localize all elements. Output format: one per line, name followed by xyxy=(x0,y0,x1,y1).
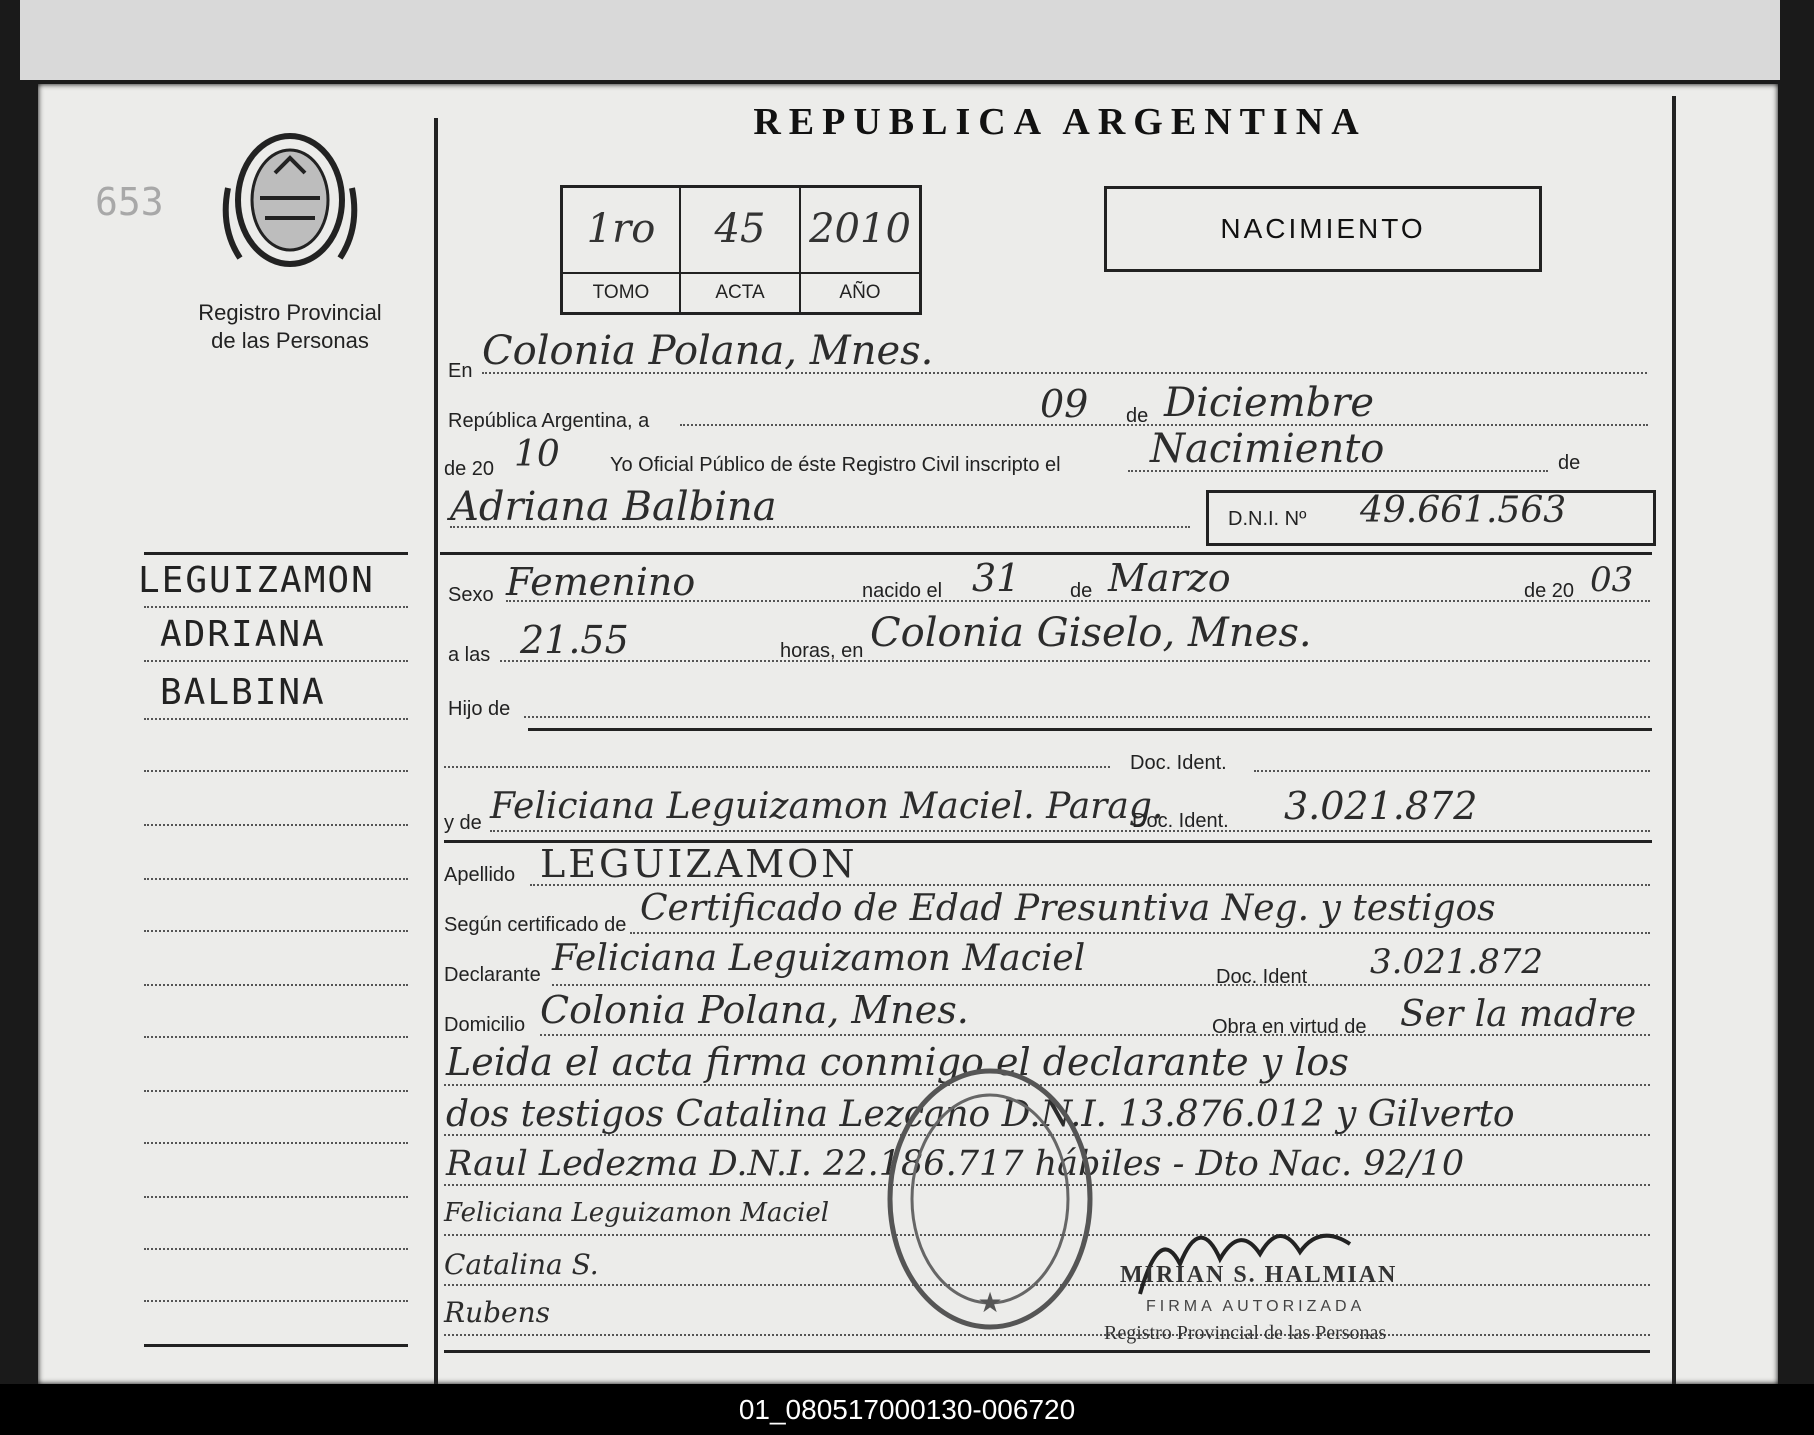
value-month: Diciembre xyxy=(1164,380,1375,426)
label-de-end: de xyxy=(1558,452,1581,474)
label-hijo: Hijo de xyxy=(448,698,511,720)
line-birth xyxy=(506,600,1650,602)
value-child-name: Adriana Balbina xyxy=(450,484,777,530)
sidebar-line-1 xyxy=(144,606,408,608)
sidebar-line-6 xyxy=(144,878,408,880)
value-certificate: Certificado de Edad Presuntiva Neg. y testigos xyxy=(640,888,1496,929)
record-type-box: NACIMIENTO xyxy=(1104,186,1542,272)
sidebar-rule-top xyxy=(144,552,408,555)
line-inscribed xyxy=(1128,470,1548,472)
acta-label: ACTA xyxy=(681,272,799,312)
signature-witness-1: Catalina S. xyxy=(444,1248,599,1281)
line-place xyxy=(482,372,1647,374)
label-dni: D.N.I. Nº xyxy=(1228,508,1307,530)
value-mother: Feliciana Leguizamon Maciel. Parag. xyxy=(490,786,1164,827)
line-father-2 xyxy=(444,766,1110,768)
label-y-de: y de xyxy=(444,812,482,834)
value-place: Colonia Polana, Mnes. xyxy=(482,328,934,374)
ano-value: 2010 xyxy=(809,206,911,252)
sidebar-line-9 xyxy=(144,1036,408,1038)
label-yo-oficial: Yo Oficial Público de éste Registro Civil inscripto el xyxy=(610,454,1061,476)
line-father xyxy=(524,716,1650,718)
signature-declarant: Feliciana Leguizamon Maciel xyxy=(444,1198,830,1228)
value-address: Colonia Polana, Mnes. xyxy=(540,988,969,1032)
line-declarant xyxy=(552,984,1650,986)
value-birth-day: 31 xyxy=(972,556,1021,600)
text-line-1: Leida el acta firma conmigo el declarante y los xyxy=(446,1040,1349,1084)
sidebar-line-4 xyxy=(144,770,408,772)
label-doc-ident-3: Doc. Ident xyxy=(1216,966,1308,988)
label-obra: Obra en virtud de xyxy=(1212,1016,1367,1038)
value-day: 09 xyxy=(1040,382,1089,426)
label-de-birth-month: de xyxy=(1070,580,1093,602)
sidebar-first-name: ADRIANA xyxy=(160,614,326,655)
tomo-box xyxy=(563,188,681,312)
label-a-las: a las xyxy=(448,644,491,666)
sidebar-rule-bottom xyxy=(144,1344,408,1347)
value-year-suffix: 10 xyxy=(514,434,560,475)
signature-witness-2: Rubens xyxy=(444,1296,551,1329)
province-seal-icon xyxy=(220,128,360,278)
paper-stack-edge xyxy=(20,0,1780,80)
rule-1 xyxy=(440,552,1652,555)
value-hour: 21.55 xyxy=(520,618,629,662)
folio-number: 653 xyxy=(95,180,164,224)
label-declarante: Declarante xyxy=(444,964,541,986)
registry-name-line2: de las Personas xyxy=(211,328,369,353)
official-office: Registro Provincial de las Personas xyxy=(1104,1322,1387,1344)
rule-bottom xyxy=(444,1350,1650,1353)
line-child-name xyxy=(450,526,1190,528)
value-capacity: Ser la madre xyxy=(1400,994,1637,1035)
official-name: MIRIAN S. HALMIAN xyxy=(1120,1262,1398,1288)
label-de20: de 20 xyxy=(444,458,495,480)
line-mother xyxy=(490,830,1650,832)
line-father-doc xyxy=(1254,770,1650,772)
label-horas: horas, en xyxy=(780,640,864,662)
sidebar-surname: LEGUIZAMON xyxy=(138,560,375,601)
label-de-month: de xyxy=(1126,405,1149,427)
value-birth-year-suffix: 03 xyxy=(1590,560,1634,600)
value-declarant: Feliciana Leguizamon Maciel xyxy=(552,938,1086,979)
line-hour xyxy=(500,660,1650,662)
label-segun: Según certificado de xyxy=(444,914,627,936)
label-doc-ident-2: Doc. Ident. xyxy=(1132,810,1229,832)
ano-box xyxy=(801,188,919,312)
record-number-boxes xyxy=(560,185,922,315)
sidebar-line-3 xyxy=(144,718,408,720)
value-birth-month: Marzo xyxy=(1108,556,1231,600)
ano-label: AÑO xyxy=(801,272,919,312)
text-line-2: dos testigos Catalina Lezcano D.N.I. 13.876.012 y Gilverto xyxy=(446,1094,1515,1135)
value-birth-place: Colonia Giselo, Mnes. xyxy=(870,610,1312,656)
sidebar-line-10 xyxy=(144,1090,408,1092)
sidebar-second-name: BALBINA xyxy=(160,672,326,713)
rule-2 xyxy=(528,728,1652,731)
label-de20-birth: de 20 xyxy=(1524,580,1575,602)
line-certificate xyxy=(630,932,1650,934)
sidebar-line-12 xyxy=(144,1196,408,1198)
official-round-stamp-icon xyxy=(880,1062,1100,1336)
left-margin-rule xyxy=(434,118,438,1384)
label-apellido: Apellido xyxy=(444,864,516,886)
label-nacido: nacido el xyxy=(862,580,943,602)
label-republica: República Argentina, a xyxy=(448,410,650,432)
value-declarant-doc: 3.021.872 xyxy=(1370,942,1544,982)
sidebar-line-13 xyxy=(144,1248,408,1250)
value-sex: Femenino xyxy=(506,560,696,604)
text-line-3: Raul Ledezma D.N.I. 22.186.717 hábiles - Dto Nac. 92/10 xyxy=(446,1144,1465,1184)
value-dni: 49.661.563 xyxy=(1360,490,1567,531)
line-address xyxy=(540,1034,1650,1036)
acta-value: 45 xyxy=(714,206,766,252)
official-title: FIRMA AUTORIZADA xyxy=(1146,1298,1366,1315)
value-mother-doc: 3.021.872 xyxy=(1284,784,1478,828)
label-doc-ident-1: Doc. Ident. xyxy=(1130,752,1227,774)
sidebar-line-8 xyxy=(144,984,408,986)
scan-id-footer: 01_080517000130-006720 xyxy=(0,1384,1814,1435)
acta-box xyxy=(681,188,801,312)
sidebar-line-2 xyxy=(144,660,408,662)
tomo-label: TOMO xyxy=(563,272,679,312)
label-domicilio: Domicilio xyxy=(444,1014,526,1036)
value-surname: LEGUIZAMON xyxy=(540,842,858,886)
sidebar-line-11 xyxy=(144,1142,408,1144)
label-en: En xyxy=(448,360,473,382)
country-heading: REPUBLICA ARGENTINA xyxy=(753,101,1367,143)
svg-text:★: ★ xyxy=(977,1287,1003,1318)
value-inscribed: Nacimiento xyxy=(1150,426,1385,472)
label-sexo: Sexo xyxy=(448,584,494,606)
registry-name-line1: Registro Provincial xyxy=(198,300,382,325)
official-signature-icon xyxy=(1130,1204,1380,1304)
tomo-value: 1ro xyxy=(586,206,656,252)
sidebar-line-7 xyxy=(144,930,408,932)
line-surname xyxy=(530,884,1650,886)
sidebar-line-5 xyxy=(144,824,408,826)
sidebar-line-14 xyxy=(144,1300,408,1302)
right-margin-rule xyxy=(1672,96,1676,1384)
